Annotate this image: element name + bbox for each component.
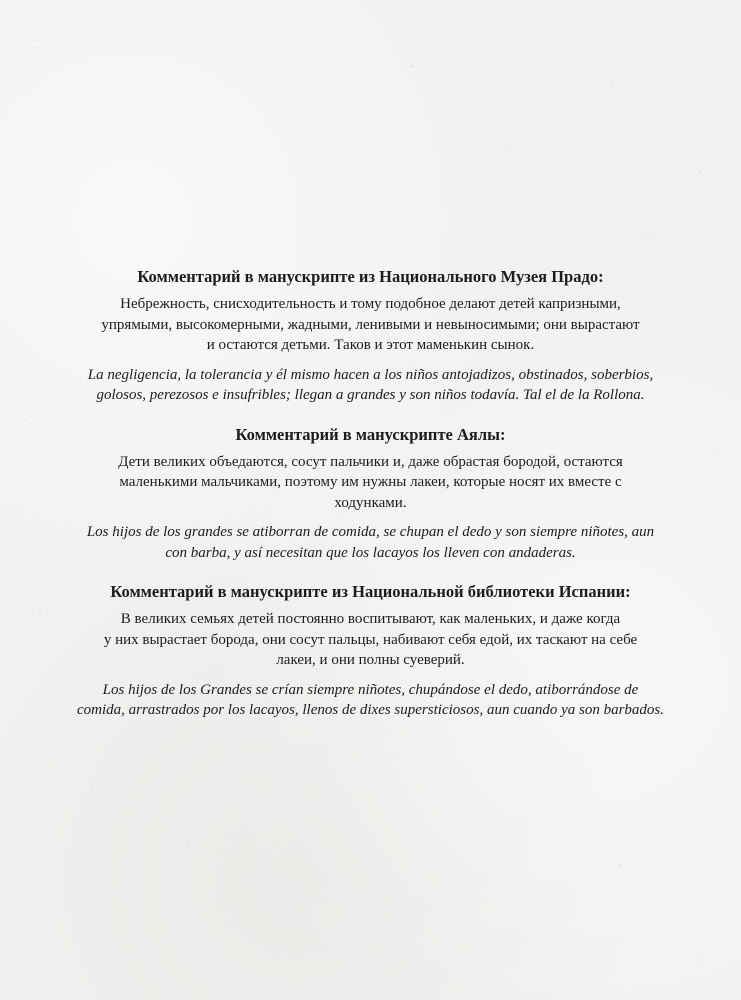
text-line: ходунками. xyxy=(334,494,407,511)
spanish-text xyxy=(60,365,681,406)
section-heading: Комментарий в манускрипте из Национальной библиотеки Испании: xyxy=(110,582,631,601)
text-line: и остаются детьми. Таков и этот маменькин сынок. xyxy=(206,337,535,353)
commentary-national-library xyxy=(60,581,681,721)
text-line: упрямыми, высокомерными, жадными, ленивыми и невыносимыми; они вырастают xyxy=(101,316,640,333)
spanish-text xyxy=(60,522,681,563)
text-line: golosos, perezosos e insufribles; llegan a grandes y son niños todavía. Tal el de la Rollona. xyxy=(96,387,645,403)
text-line: con barba, y así necesitan que los lacayos los lleven con andaderas. xyxy=(165,544,576,561)
section-heading: Комментарий в манускрипте из Национального Музея Прадо: xyxy=(137,267,604,286)
text-line: у них вырастает борода, они сосут пальцы, набивают себя едой, их таскают на себе xyxy=(103,631,638,648)
text-line: Los hijos de los Grandes se crían siempre niñotes, chupándose el dedo, atiborrándose de xyxy=(102,681,639,698)
text-line: маленькими мальчиками, поэтому им нужны лакеи, которые носят их вместе с xyxy=(119,474,622,490)
commentaries xyxy=(60,266,681,739)
spanish-text xyxy=(60,680,681,721)
commentary-ayala xyxy=(60,424,681,564)
text-line: Дети великих объедаются, сосут пальчики и, даже обрастая бородой, остаются xyxy=(118,453,623,470)
text-line: В великих семьях детей постоянно воспитывают, как маленьких, и даже когда xyxy=(120,611,621,627)
russian-text xyxy=(60,609,681,671)
section-heading: Комментарий в манускрипте Аялы: xyxy=(235,424,506,444)
text-line: La negligencia, la tolerancia y él mismo hacen a los niños antojadizos, obstinados, soberbios, xyxy=(87,366,654,383)
text-line: Небрежность, снисходительность и тому подобное делают детей капризными, xyxy=(120,296,621,312)
russian-text xyxy=(60,452,681,514)
text-line: Los hijos de los grandes se atiborran de comida, se chupan el dedo y son siempre niñotes, aun xyxy=(86,524,655,540)
text-line: лакеи, и они полны суеверий. xyxy=(276,652,465,668)
commentary-prado xyxy=(60,266,681,406)
russian-text xyxy=(60,294,681,356)
text-line: comida, arrastrados por los lacayos, llenos de dixes supersticiosos, aun cuando ya son barbados. xyxy=(76,702,665,718)
